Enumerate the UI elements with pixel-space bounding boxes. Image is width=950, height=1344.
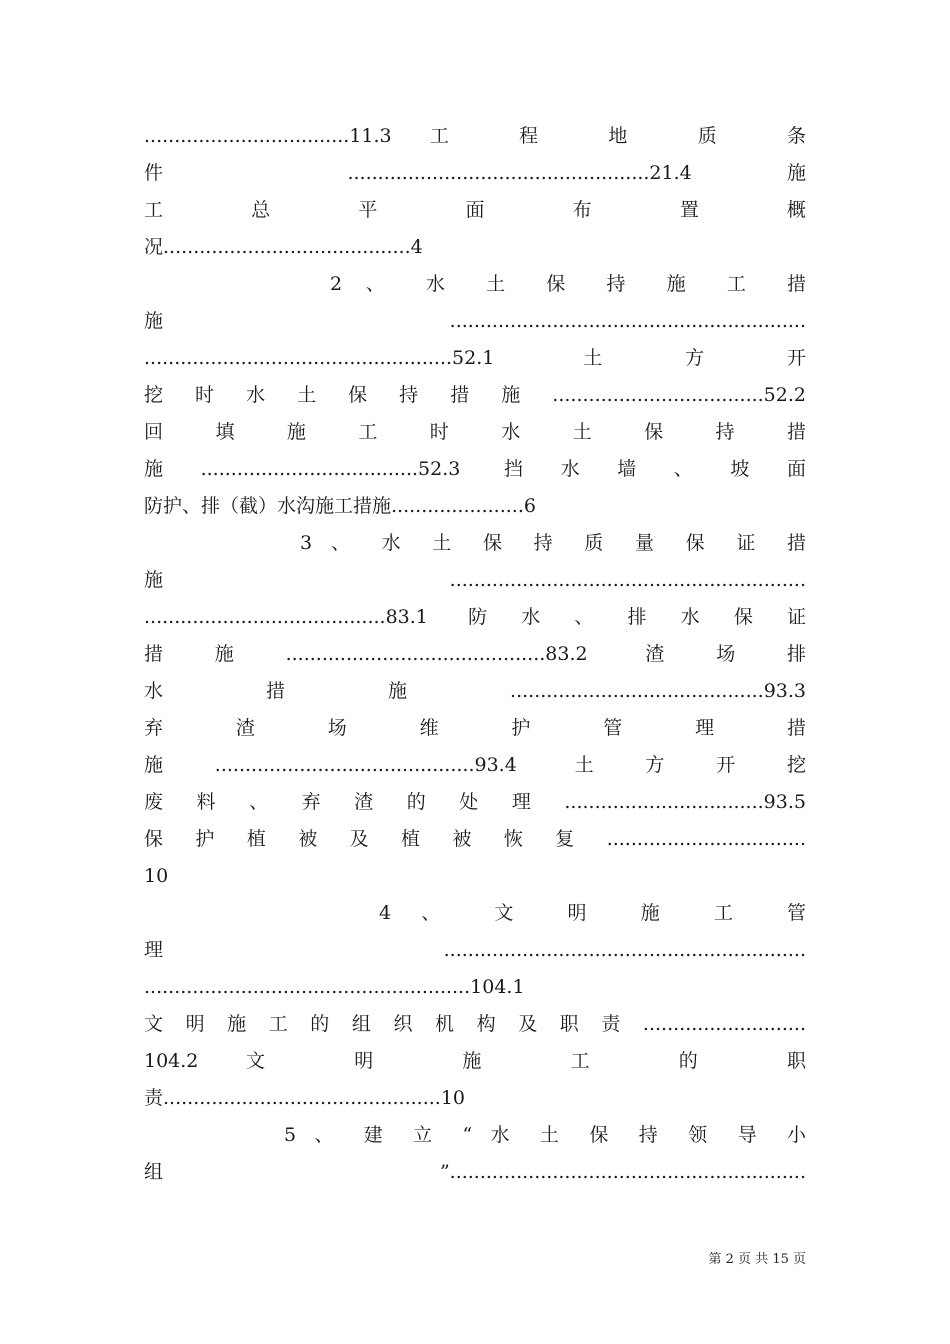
toc-line: 挖时水土保持措施...................................52.2 [144,384,806,406]
toc-section-heading: 3 、 水 土 保 持 质 量 保 证 措 [300,532,806,554]
toc-line: 10 [144,865,169,887]
toc-line: 弃 渣 场 维 护 管 理 措 [144,717,806,739]
toc-line: 工 总 平 面 布 置 概 [144,199,806,221]
toc-line: 施....................................52.3 挡水墙、坡面 [144,458,806,480]
toc-line: 104.2 文 明 施 工 的 职 [144,1050,806,1072]
toc-line: 况.........................................4 [144,236,423,258]
toc-line: ...................................................52.1 土方开 [144,347,806,369]
toc-line: 施........................................................... [144,569,806,591]
toc-line: 文明施工的组织机构及职责........................... [144,1013,806,1035]
toc-line: 组”........................................................... [144,1161,806,1183]
toc-line: 防护、排（截）水沟施工措施......................6 [144,495,536,517]
toc-line: 水措施..........................................93.3 [144,680,806,702]
toc-section-heading: 4 、 文 明 施 工 管 [379,902,806,924]
toc-line: 施........................................................... [144,310,806,332]
table-of-contents [144,118,806,1191]
toc-line: 保护植被及植被恢复................................. [144,828,806,850]
toc-line: 废料、弃渣的处理.................................93.5 [144,791,806,813]
toc-line: 理............................................................ [144,939,806,961]
toc-line: 件 ..................................................21.4 施 [144,162,806,184]
page-number-footer: 第 2 页 共 15 页 [708,1252,806,1267]
toc-line: 施...........................................93.4 土方开挖 [144,754,806,776]
toc-line: 责..............................................10 [144,1087,465,1109]
toc-line: 措施...........................................83.2 渣场排 [144,643,806,665]
toc-line: 回 填 施 工 时 水 土 保 持 措 [144,421,806,443]
toc-line: ........................................83.1 防水、排水保证 [144,606,806,628]
toc-section-heading: 2 、 水 土 保 持 施 工 措 [330,273,806,295]
toc-section-heading: 5 、 建 立 “ 水 土 保 持 领 导 小 [284,1124,806,1146]
toc-line: ......................................................104.1 [144,976,525,998]
toc-line: ..................................11.3 工 程 地 质 条 [144,125,806,147]
